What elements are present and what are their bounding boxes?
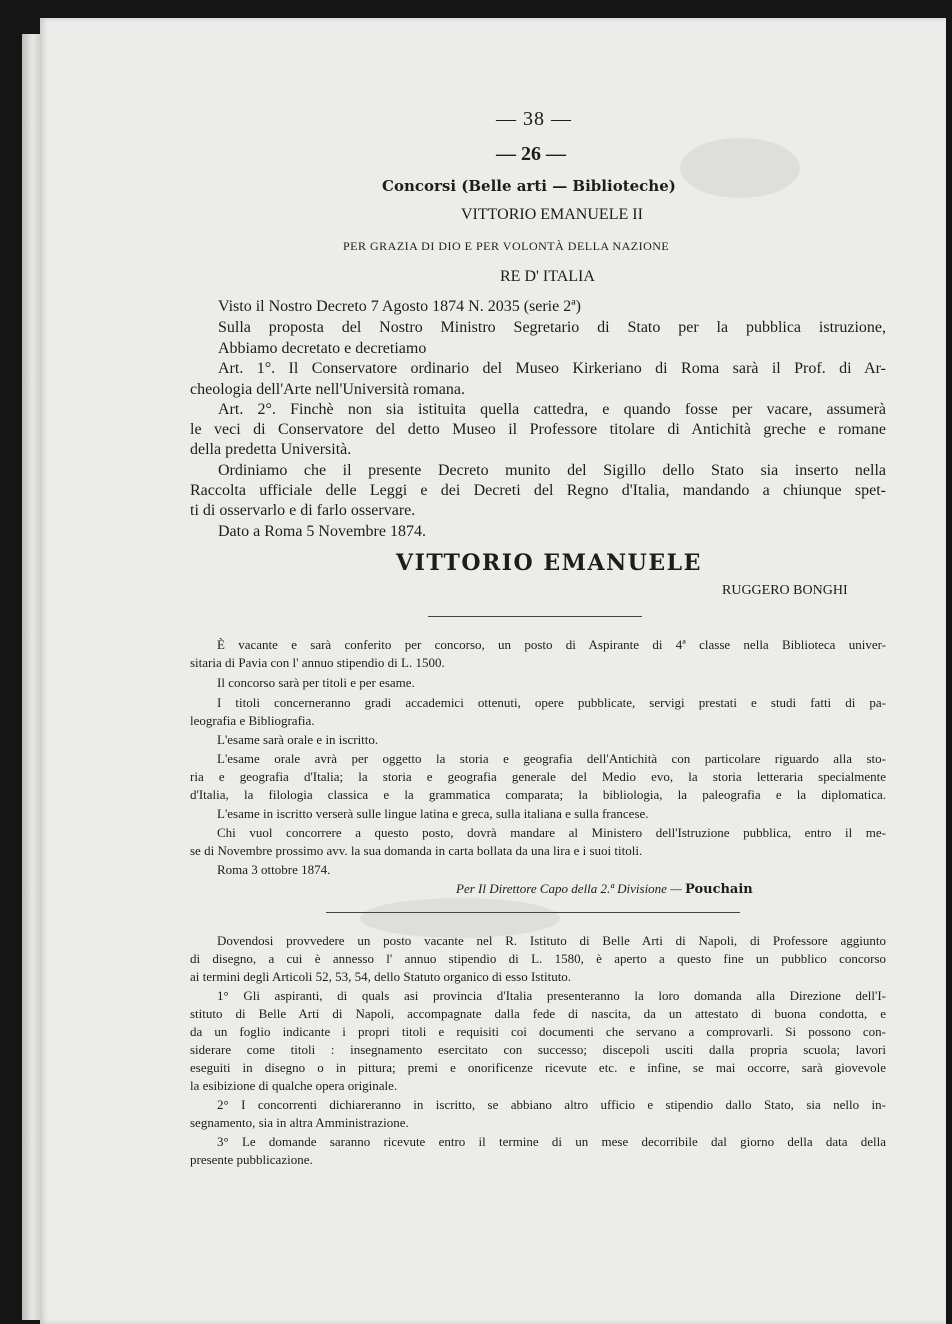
notice2-intro-end: ai termini degli Articoli 52, 53, 54, dello Statuto organico di esso Istituto. — [190, 969, 572, 984]
decree-abbiamo: Abbiamo decretato e decretiamo — [218, 340, 427, 357]
notice2-point1-l5: eseguiti in disegno o in pittura; premi e onorificenze ricevute etc. e infine, se mai occorre, sarà giovevole — [190, 1060, 886, 1075]
decree-ordiniamo: Ordiniamo che il presente Decreto munito del Sigillo dello Stato sia inserto nella — [218, 462, 886, 479]
decree-title: RE D' ITALIA — [500, 268, 595, 285]
notice2-intro-cont: di disegno, a cui è annesso l' annuo stipendio di L. 1580, è aperto a questo fine un pubblico concorso — [190, 951, 886, 966]
notice1-esame-orale-cont: ria e geografia d'Italia; la storia e geografia generale del Medio evo, la storia letteraria specialmente — [190, 769, 886, 784]
document-number: — 26 — — [496, 143, 566, 165]
notice1-intro-cont: sitaria di Pavia con l' annuo stipendio di L. 1500. — [190, 655, 445, 670]
notice2-point1-end: la esibizione di qualche opera originale. — [190, 1078, 398, 1093]
decree-visto: Visto il Nostro Decreto 7 Agosto 1874 N. 2035 (serie 2ª) — [218, 298, 581, 315]
notice2-point3: 3° Le domande saranno ricevute entro il termine di un mese decorribile dal giorno della data della — [217, 1134, 886, 1149]
notice1-esame-orale-end: d'Italia, la filologia classica e la grammatica comparata; la bibliologia, la paleografia e la diplomatica. — [190, 787, 886, 802]
minister-countersign: RUGGERO BONGHI — [722, 583, 848, 598]
decree-ordiniamo-end: ti di osservarlo e di farlo osservare. — [190, 502, 416, 519]
notice1-domanda-cont: se di Novembre prossimo avv. la sua domanda in carta bollata da una lira e i suoi titoli. — [190, 843, 643, 858]
notice1-esame-tipo: L'esame sarà orale e in iscritto. — [217, 732, 379, 747]
notice2-point1-l3: da un foglio indicante i propri titoli e requisiti coi documenti che servano a comprovarli. Si possono con- — [190, 1024, 886, 1039]
notice2-point2: 2° I concorrenti dichiareranno in iscritto, se abbiano altro ufficio e stipendio dallo Stato, sia nello in- — [217, 1097, 886, 1112]
notice1-signature-prefix: Per Il Direttore Capo della 2.ª Divisione — — [456, 881, 682, 896]
paper-stain — [680, 138, 800, 198]
notice1-signature — [456, 880, 753, 900]
notice1-date: Roma 3 ottobre 1874. — [217, 862, 331, 877]
section-title: Concorsi (Belle arti — Biblioteche) — [382, 177, 676, 195]
decree-article-1-cont: cheologia dell'Arte nell'Università romana. — [190, 381, 465, 398]
section-divider — [326, 912, 740, 913]
notice2-point2-end: segnamento, sia in altra Amministrazione. — [190, 1115, 409, 1130]
notice2-point1: 1° Gli aspiranti, di quals asi provincia d'Italia presenteranno la loro domanda alla Direzione dell'I- — [217, 988, 886, 1003]
notice1-titoli: I titoli concerneranno gradi accademici ottenuti, opere pubblicate, servigi prestati e studi fatti di pa- — [217, 695, 886, 710]
notice1-esame-scritto: L'esame in iscritto verserà sulle lingue latina e greca, sulla italiana e sulla francese. — [217, 806, 649, 821]
notice1-esame-orale: L'esame orale avrà per oggetto la storia e geografia dell'Antichità con particolare riguardo alla sto- — [217, 751, 886, 766]
decree-king: VITTORIO EMANUELE II — [461, 206, 643, 223]
decree-article-1: Art. 1°. Il Conservatore ordinario del Museo Kirkeriano di Roma sarà il Prof. di Ar- — [218, 360, 886, 377]
notice1-titoli-cont: leografia e Bibliografia. — [190, 713, 315, 728]
notice1-domanda: Chi vuol concorrere a questo posto, dovrà mandare al Ministero dell'Istruzione pubblica, entro il me- — [217, 825, 886, 840]
notice2-intro: Dovendosi provvedere un posto vacante nel R. Istituto di Belle Arti di Napoli, di Professore aggiunto — [217, 933, 886, 948]
decree-formula: PER GRAZIA DI DIO E PER VOLONTÀ DELLA NAZIONE — [343, 239, 670, 253]
decree-proposta: Sulla proposta del Nostro Ministro Segretario di Stato per la pubblica istruzione, — [218, 319, 886, 336]
notice1-titoli-esame: Il concorso sarà per titoli e per esame. — [217, 675, 415, 690]
decree-article-2: Art. 2°. Finchè non sia istituita quella cattedra, e quando fosse per vacare, assumerà — [218, 401, 886, 418]
notice1-signature-name: Pouchain — [685, 882, 753, 897]
royal-signature: VITTORIO EMANUELE — [396, 550, 702, 576]
notice1-intro: È vacante e sarà conferito per concorso, un posto di Aspirante di 4ª classe nella Biblioteca univer- — [217, 637, 886, 652]
page-number: — 38 — — [496, 108, 572, 130]
notice2-point1-l2: stituto di Belle Arti di Napoli, accompagnate dalla fede di nascita, da un attestato di buona condotta, e — [190, 1006, 886, 1021]
decree-dato: Dato a Roma 5 Novembre 1874. — [218, 523, 426, 540]
notice2-point3-end: presente pubblicazione. — [190, 1152, 313, 1167]
decree-article-2-end: della predetta Università. — [190, 441, 352, 458]
decree-article-2-cont: le veci di Conservatore del detto Museo il Professore titolare di Antichità greche e romane — [190, 421, 886, 438]
section-divider — [428, 616, 642, 617]
notice2-point1-l4: siderare come titoli : insegnamento esercitato con successo; discepoli usciti dalla propria scuola; lavori — [190, 1042, 886, 1057]
decree-ordiniamo-cont: Raccolta ufficiale delle Leggi e dei Decreti del Regno d'Italia, mandando a chiunque spet- — [190, 482, 886, 499]
